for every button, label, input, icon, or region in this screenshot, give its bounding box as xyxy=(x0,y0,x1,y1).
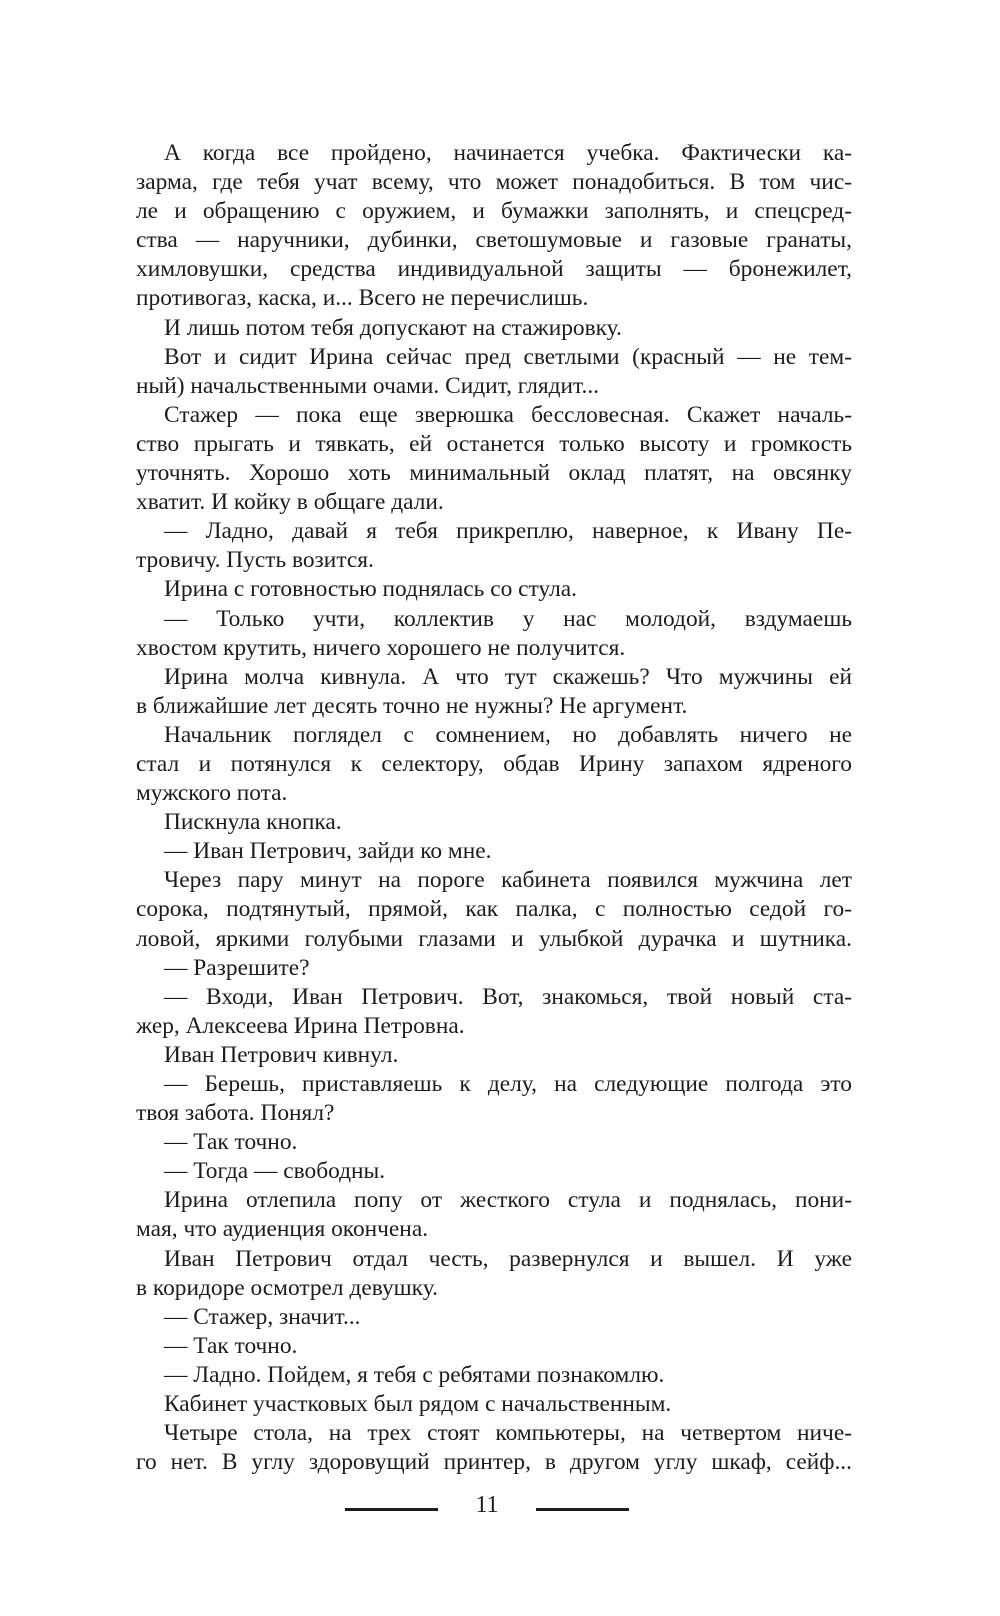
text-line: Вот и сидит Ирина сейчас пред светлыми (красный — не тем- xyxy=(164,343,852,370)
text-line: Ирина отлепила попу от жесткого стула и поднялась, пони- xyxy=(164,1187,852,1214)
text-line: Кабинет участковых был рядом с начальственным. xyxy=(164,1391,672,1418)
text-line: в коридоре осмотрел девушку. xyxy=(136,1274,438,1301)
text-line: тровичу. Пусть возится. xyxy=(136,547,374,574)
text-line: ство прыгать и тявкать, ей останется только высоту и громкость xyxy=(136,430,852,457)
text-line: — Входи, Иван Петрович. Вот, знакомься, твой новый ста- xyxy=(164,983,852,1010)
footer-rule-left xyxy=(345,1508,438,1511)
text-line: Иван Петрович кивнул. xyxy=(164,1041,399,1068)
text-line: Начальник поглядел с сомнением, но добавлять ничего не xyxy=(164,721,852,748)
text-line: — Так точно. xyxy=(164,1129,298,1156)
text-line: жер, Алексеева Ирина Петровна. xyxy=(136,1012,465,1039)
text-line: мужского пота. xyxy=(136,780,288,807)
text-line: Стажер — пока еще зверюшка бессловесная. Скажет началь- xyxy=(164,401,852,428)
text-line: мая, что аудиенция окончена. xyxy=(136,1216,429,1243)
text-line: А когда все пройдено, начинается учебка. Фактически ка- xyxy=(164,140,852,166)
text-line: ле и обращению с оружием, и бумажки заполнять, и спецсред- xyxy=(136,198,852,225)
text-line: сорока, подтянутый, прямой, как палка, с полностью седой го- xyxy=(136,896,852,923)
text-line: — Ладно, давай я тебя прикреплю, наверное, к Ивану Пе- xyxy=(164,518,852,545)
text-line: — Берешь, приставляешь к делу, на следующие полгода это xyxy=(164,1071,852,1097)
text-line: в ближайшие лет десять точно не нужны? Не аргумент. xyxy=(136,692,688,719)
text-line: — Так точно. xyxy=(164,1332,298,1359)
text-line: хватит. И койку в общаге дали. xyxy=(136,489,444,516)
text-line: ства — наручники, дубинки, светошумовые и газовые гранаты, xyxy=(136,227,852,254)
page-footer xyxy=(0,1490,1000,1520)
text-line: — Разрешите? xyxy=(164,954,310,981)
text-line: ловой, яркими голубыми глазами и улыбкой дурачка и шутника. xyxy=(136,925,852,952)
text-line: — Тогда — свободны. xyxy=(164,1158,386,1185)
text-line: — Только учти, коллектив у нас молодой, вздумаешь xyxy=(164,605,852,632)
body-text xyxy=(136,139,852,1477)
text-line: хвостом крутить, ничего хорошего не получится. xyxy=(136,634,626,661)
footer-rule-right xyxy=(536,1508,629,1511)
text-line: противогаз, каска, и... Всего не перечислишь. xyxy=(136,285,589,312)
text-line: Четыре стола, на трех стоят компьютеры, на четвертом ниче- xyxy=(164,1420,852,1447)
text-line: Через пару минут на пороге кабинета появился мужчина лет xyxy=(164,867,852,894)
text-line: стал и потянулся к селектору, обдав Ирину запахом ядреного xyxy=(136,750,852,777)
text-line: — Иван Петрович, зайди ко мне. xyxy=(164,838,492,865)
text-line: ный) начальственными очами. Сидит, глядит... xyxy=(136,372,600,399)
text-line: химловушки, средства индивидуальной защиты — бронежилет, xyxy=(136,256,852,283)
text-line: го нет. В углу здоровущий принтер, в другом углу шкаф, сейф... xyxy=(136,1449,852,1476)
text-line: — Стажер, значит... xyxy=(164,1303,361,1330)
text-line: Иван Петрович отдал честь, развернулся и вышел. И уже xyxy=(164,1245,852,1272)
text-line: Ирина с готовностью поднялась со стула. xyxy=(164,576,577,603)
text-line: — Ладно. Пойдем, я тебя с ребятами познакомлю. xyxy=(164,1361,665,1388)
text-line: зарма, где тебя учат всему, что может понадобиться. В том чис- xyxy=(136,169,852,196)
text-line: И лишь потом тебя допускают на стажировку. xyxy=(164,314,622,341)
text-line: Пискнула кнопка. xyxy=(164,809,342,836)
text-line: Ирина молча кивнула. А что тут скажешь? Что мужчины ей xyxy=(164,663,852,690)
page-number: 11 xyxy=(475,1492,499,1518)
text-line: уточнять. Хорошо хоть минимальный оклад платят, на овсянку xyxy=(136,460,852,487)
text-line: твоя забота. Понял? xyxy=(136,1100,335,1127)
